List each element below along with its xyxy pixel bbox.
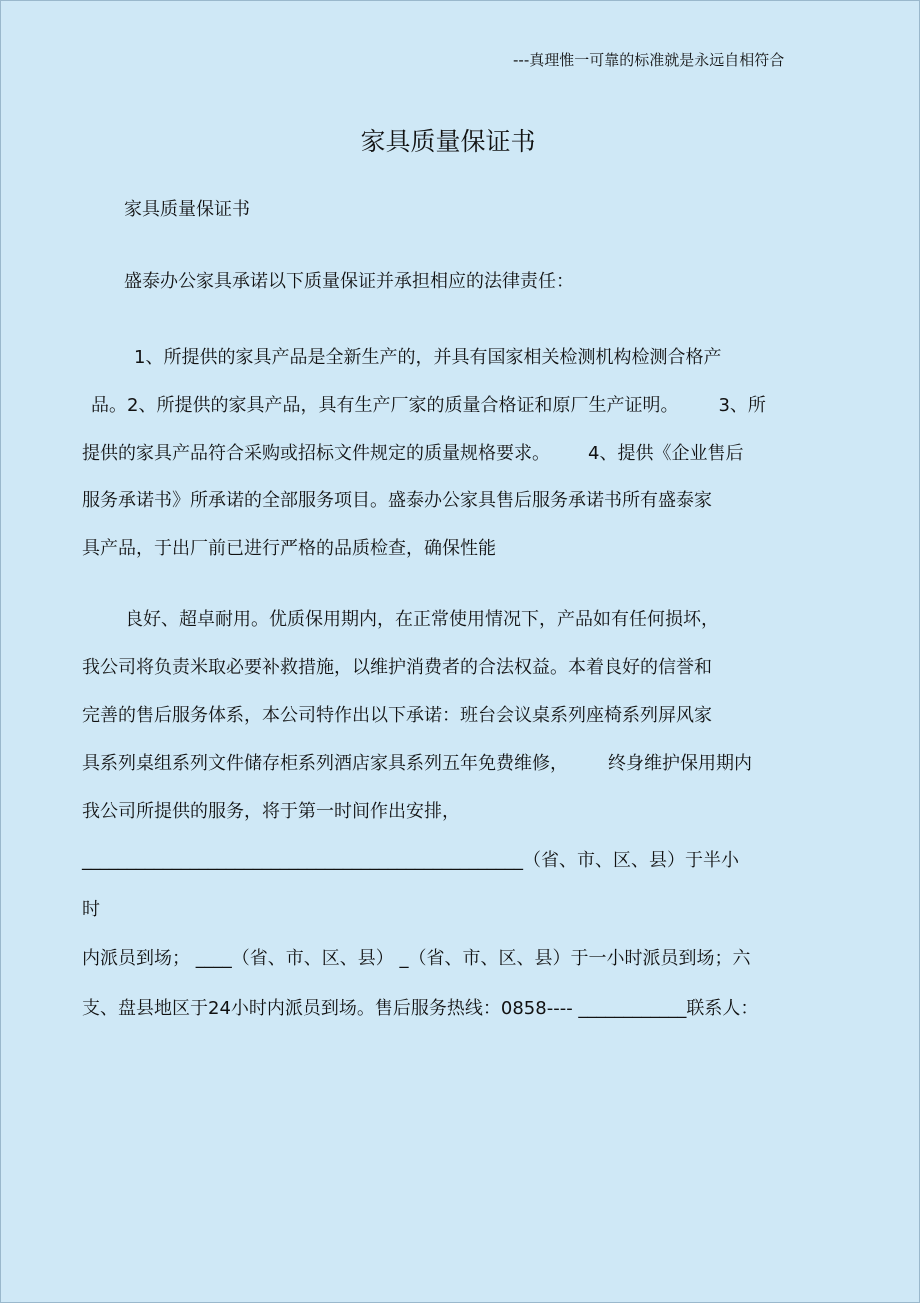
- paragraph1-line4: 服务承诺书》所承诺的全部服务项目。盛泰办公家具售后服务承诺书所有盛泰家: [82, 490, 712, 511]
- paragraph2-line7: 时: [82, 899, 100, 920]
- paragraph2-line5: 我公司所提供的服务，将于第一时间作出安排，: [82, 801, 460, 822]
- paragraph1-line1: 1、所提供的家具产品是全新生产的，并具有国家相关检测机构检测合格产: [134, 347, 722, 368]
- paragraph1-line2a: 品。2、所提供的家具产品，具有生产厂家的质量合格证和原厂生产证明。: [91, 395, 679, 416]
- document-subtitle: 家具质量保证书: [124, 199, 250, 220]
- paragraph1-line5: 具产品，于出厂前已进行严格的品质检查，确保性能: [82, 538, 496, 559]
- paragraph2-line2: 我公司将负责米取必要补救措施，以维护消费者的合法权益。本着良好的信誉和: [82, 657, 712, 678]
- paragraph2-line3: 完善的售后服务体系，本公司特作出以下承诺：班台会议桌系列座椅系列屏风家: [82, 705, 712, 726]
- paragraph2-line1: 良好、超卓耐用。优质保用期内，在正常使用情况下，产品如有任何损坏，: [125, 609, 719, 630]
- paragraph2-line9: 支、盘县地区于24小时内派员到场。售后服务热线：0858---- ____________联系人：: [82, 998, 759, 1019]
- paragraph1-line3b: 4、提供《企业售后: [588, 443, 744, 464]
- paragraph1-line3: [82, 439, 743, 465]
- paragraph2-line4a: 具系列桌组系列文件储存柜系列酒店家具系列五年免费维修，: [82, 753, 568, 774]
- paragraph1-line2: [91, 391, 766, 417]
- paragraph1-line3a: 提供的家具产品符合采购或招标文件规定的质量规格要求。: [82, 443, 550, 464]
- paragraph2-line4b: 终身维护保用期内: [608, 753, 752, 774]
- document-title: 家具质量保证书: [360, 127, 536, 156]
- paragraph2-line8: 内派员到场； ____（省、市、区、县） _（省、市、区、县）于一小时派员到场；六: [82, 948, 751, 969]
- paragraph2-line6: _________________________________________________（省、市、区、县）于半小: [82, 850, 739, 871]
- header-tagline: ---真理惟一可靠的标准就是永远自相符合: [513, 51, 785, 69]
- paragraph1-line2b: 3、所: [718, 395, 766, 416]
- intro-paragraph: 盛泰办公家具承诺以下质量保证并承担相应的法律责任：: [124, 271, 574, 292]
- paragraph2-line4: [82, 749, 752, 775]
